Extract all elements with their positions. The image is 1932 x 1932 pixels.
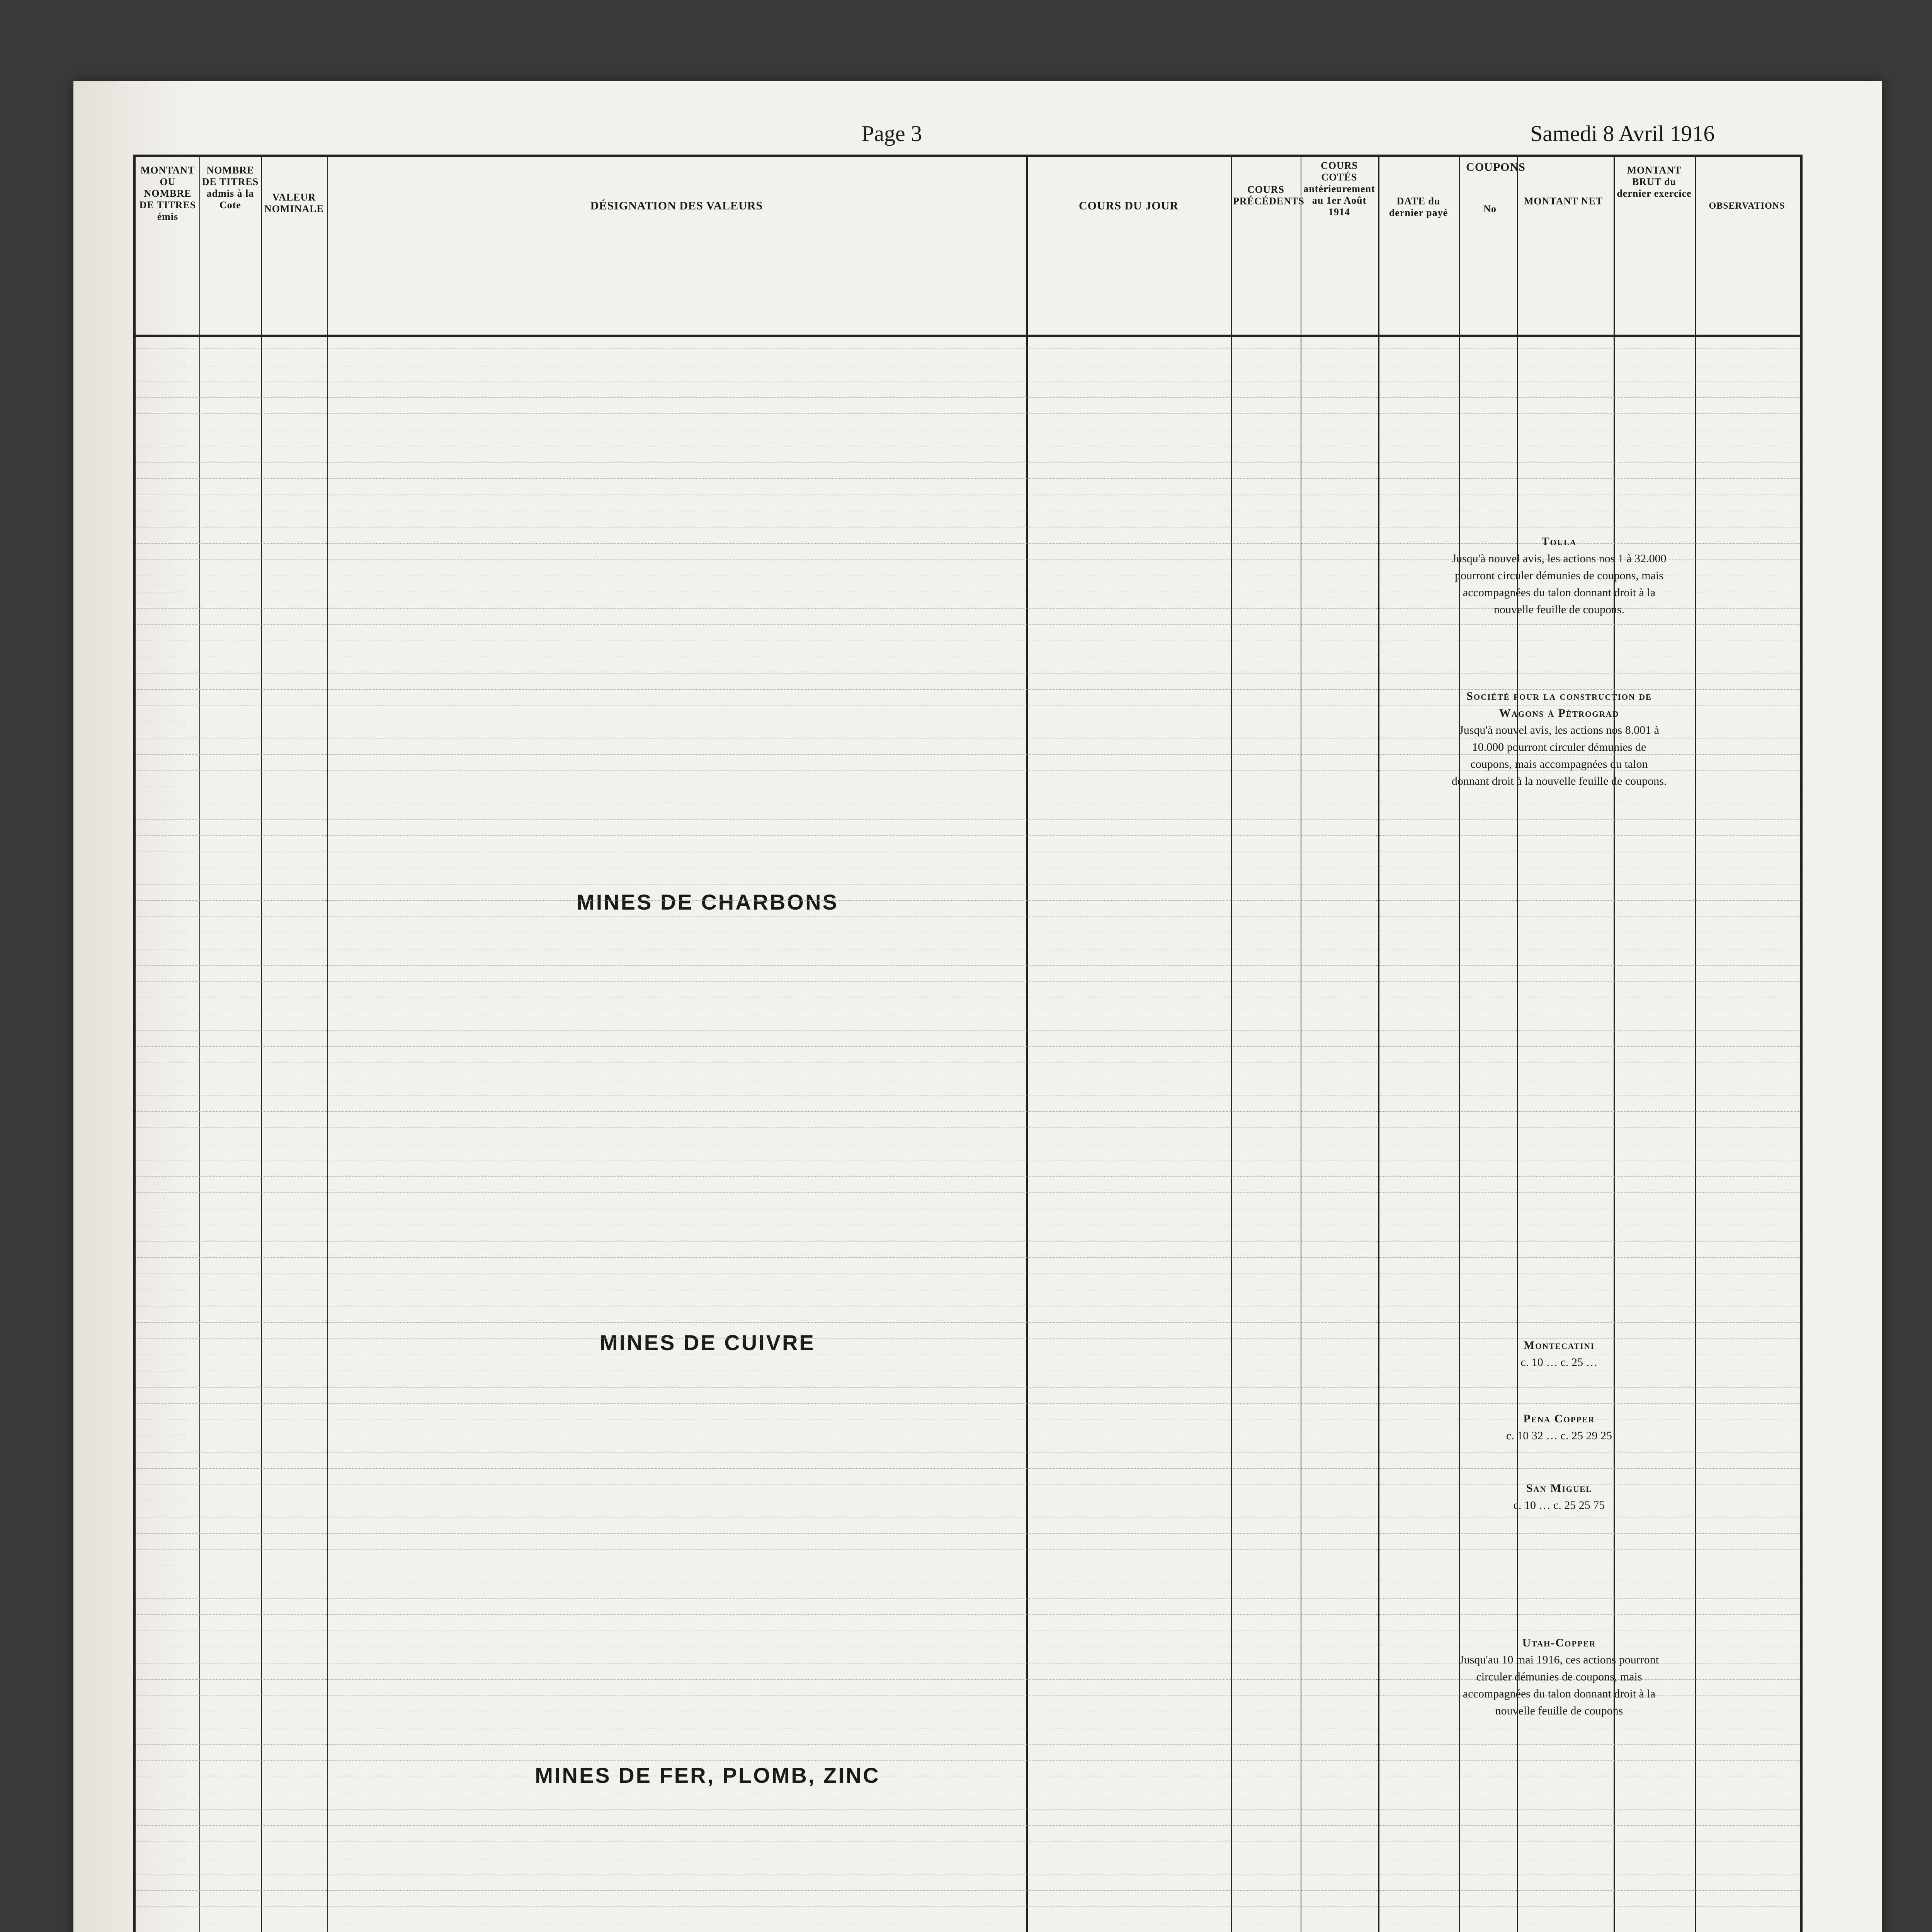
row-rule bbox=[136, 1825, 1800, 1826]
row-rule bbox=[136, 1241, 1800, 1242]
row-rule bbox=[136, 478, 1800, 479]
row-rule bbox=[136, 1387, 1800, 1388]
col-montant-header: MONTANT OU NOMBRE DE TITRES émis bbox=[139, 165, 196, 222]
row-rule bbox=[136, 1598, 1800, 1599]
row-rule bbox=[136, 1192, 1800, 1193]
row-rule bbox=[136, 965, 1800, 966]
row-rule bbox=[136, 1906, 1800, 1907]
col-coupon-no-header: No bbox=[1483, 203, 1497, 214]
obs-san-miguel-text: c. 10 … c. 25 25 75 bbox=[1513, 1499, 1605, 1512]
obs-toula-text: Jusqu'à nouvel avis, les actions nos 1 à 32.000 pourront circuler démunies de coupons, mais accompagnées du talon donnant droit à la nouvelle feuille de coupons. bbox=[1452, 552, 1667, 616]
row-rule bbox=[136, 1176, 1800, 1177]
obs-petrograd-title: Société pour la construction de Wagons à Pétrograd bbox=[1466, 690, 1652, 719]
obs-utah-text: Jusqu'au 10 mai 1916, ces actions pourront circuler démunies de coupons, mais accompagnées du talon donnant droit à la nouvelle feuille de coupons bbox=[1459, 1653, 1659, 1717]
obs-petrograd bbox=[1451, 688, 1667, 790]
row-rule bbox=[136, 413, 1800, 414]
col-designation-header: DÉSIGNATION DES VALEURS bbox=[590, 199, 763, 212]
row-rule bbox=[136, 900, 1800, 901]
obs-montecatini-title: Montecatini bbox=[1523, 1339, 1595, 1352]
section-title-charbons: MINES DE CHARBONS bbox=[577, 890, 838, 914]
obs-pena-title: Pena Copper bbox=[1523, 1412, 1595, 1425]
row-rule bbox=[136, 1046, 1800, 1047]
obs-montecatini bbox=[1451, 1337, 1667, 1371]
obs-pena-text: c. 10 32 … c. 25 29 25 bbox=[1506, 1429, 1612, 1442]
obs-montecatini-text: c. 10 … c. 25 … bbox=[1520, 1356, 1598, 1369]
obs-utah-title: Utah-Copper bbox=[1522, 1636, 1596, 1649]
row-rule bbox=[136, 624, 1800, 625]
row-rule bbox=[136, 981, 1800, 982]
row-rule bbox=[136, 1403, 1800, 1404]
col-cours-1914-header: COURS COTÉS antérieurement au 1er Août 1914 bbox=[1303, 160, 1375, 218]
obs-san-miguel bbox=[1451, 1480, 1667, 1514]
row-rule bbox=[136, 835, 1800, 836]
obs-toula-title: Toula bbox=[1541, 535, 1577, 548]
col-cours-prec-header: COURS PRÉCÉDENTS bbox=[1233, 184, 1304, 207]
col-cours-jour-header: COURS DU JOUR bbox=[1078, 199, 1179, 212]
col-nombre-header: NOMBRE DE TITRES admis à la Cote bbox=[202, 165, 259, 211]
col-coupon-montant-header: MONTANT NET bbox=[1524, 196, 1603, 207]
col-brut-header: MONTANT BRUT du dernier exercice bbox=[1617, 165, 1692, 199]
row-rule bbox=[136, 1890, 1800, 1891]
section-title-fer: MINES DE FER, PLOMB, ZINC bbox=[535, 1763, 880, 1787]
row-rule bbox=[136, 1111, 1800, 1112]
row-rule bbox=[136, 1030, 1800, 1031]
row-rule bbox=[136, 1744, 1800, 1745]
obs-toula bbox=[1451, 533, 1667, 618]
obs-pena bbox=[1451, 1410, 1667, 1444]
row-rule bbox=[136, 1809, 1800, 1810]
section-title-cuivre: MINES DE CUIVRE bbox=[600, 1330, 815, 1355]
row-rule bbox=[136, 819, 1800, 820]
row-rule bbox=[136, 1549, 1800, 1550]
obs-utah bbox=[1451, 1634, 1667, 1719]
row-rule bbox=[136, 1760, 1800, 1761]
row-rule bbox=[136, 1468, 1800, 1469]
col-observations-header: OBSERVATIONS bbox=[1709, 201, 1785, 211]
row-rule bbox=[136, 1533, 1800, 1534]
row-rule bbox=[136, 1322, 1800, 1323]
row-rule bbox=[136, 397, 1800, 398]
obs-san-miguel-title: San Miguel bbox=[1526, 1482, 1592, 1495]
page-number: Page 3 bbox=[862, 121, 922, 146]
table-header bbox=[136, 157, 1800, 337]
row-rule bbox=[136, 1257, 1800, 1258]
col-coupon-date-header: DATE du dernier payé bbox=[1389, 196, 1448, 218]
row-rule bbox=[136, 462, 1800, 463]
col-coupons-header: COUPONS bbox=[1466, 161, 1526, 173]
col-valeur-header: VALEUR NOMINALE bbox=[264, 192, 324, 214]
issue-date: Samedi 8 Avril 1916 bbox=[1530, 121, 1715, 146]
obs-petrograd-text: Jusqu'à nouvel avis, les actions nos 8.001 à 10.000 pourront circuler démunies de coupons, mais accompagnées du talon donnant droit à la nouvelle feuille de coupons. bbox=[1451, 724, 1667, 787]
row-rule bbox=[136, 1614, 1800, 1615]
